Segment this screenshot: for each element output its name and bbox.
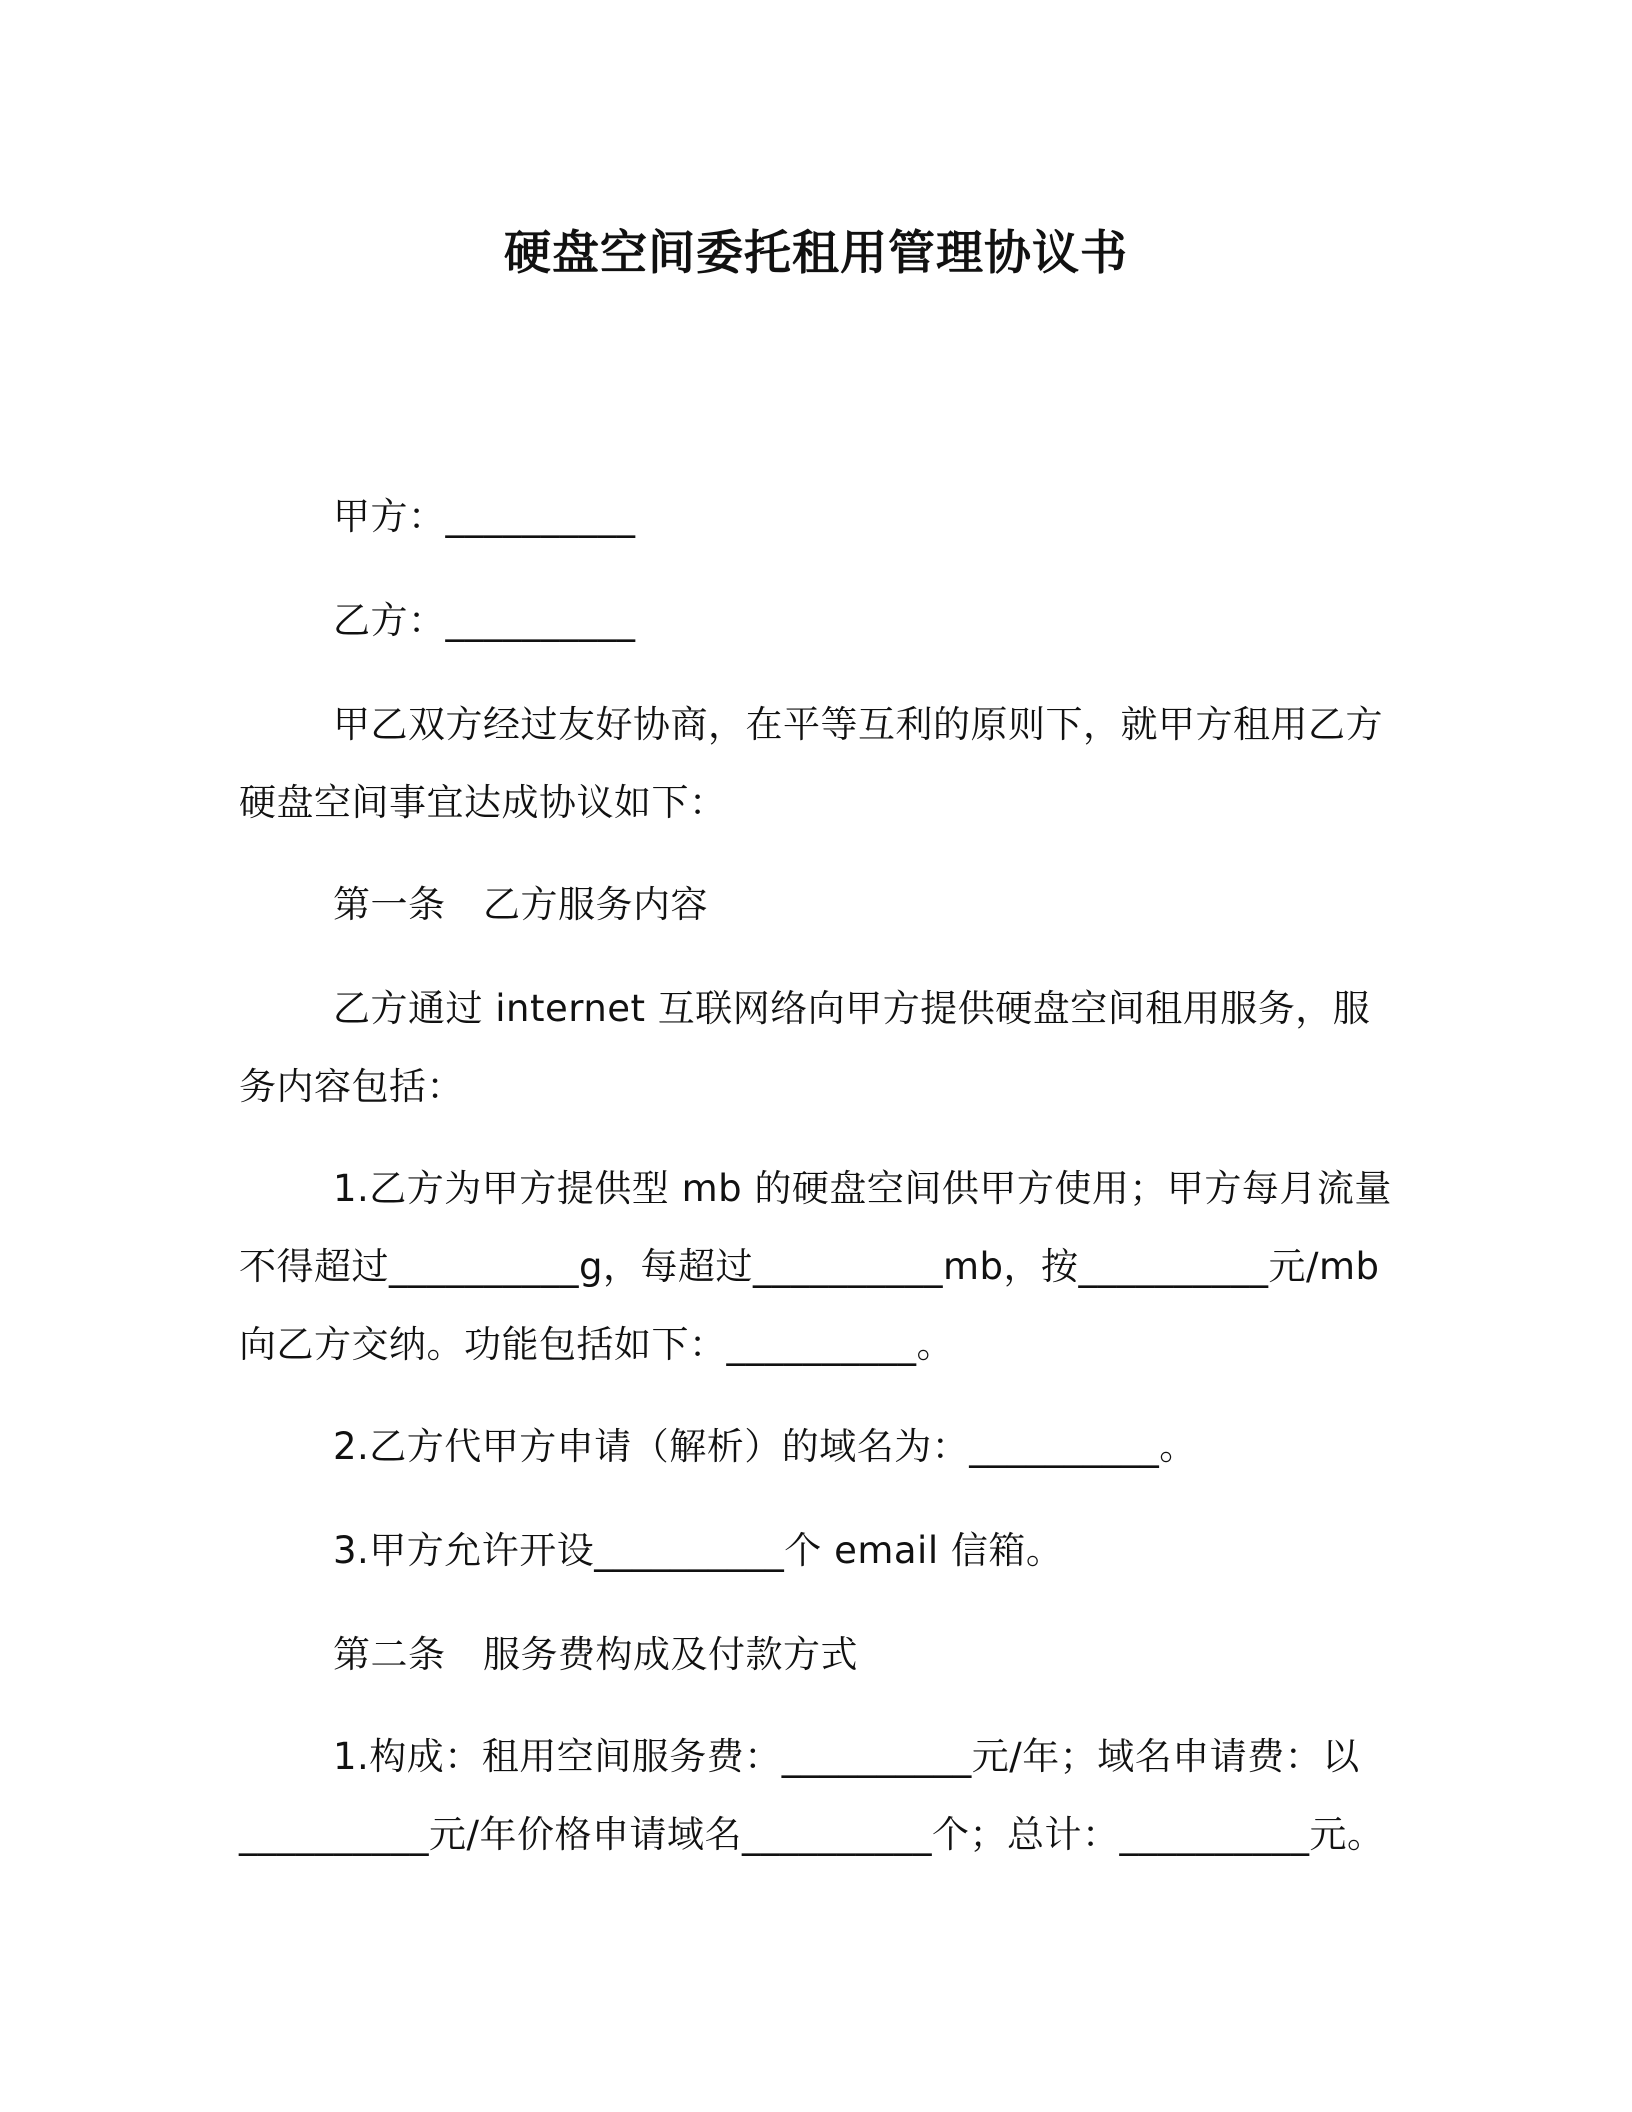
article-1-item-1-line-2: 不得超过__________g，每超过__________mb，按__________元/mb bbox=[239, 1245, 1380, 1288]
article-1-item-1-line-3: 向乙方交纳。功能包括如下：__________。 bbox=[239, 1323, 954, 1366]
party-b-line: 乙方：__________ bbox=[333, 599, 636, 642]
article-1-heading: 第一条 乙方服务内容 bbox=[333, 883, 708, 926]
article-1-item-3: 3.甲方允许开设__________个 email 信箱。 bbox=[333, 1529, 1064, 1572]
document-title: 硬盘空间委托租用管理协议书 bbox=[504, 226, 1128, 281]
party-a-line: 甲方：__________ bbox=[333, 495, 636, 538]
article-1-item-2: 2.乙方代甲方申请（解析）的域名为：__________。 bbox=[333, 1425, 1197, 1468]
article-2-heading: 第二条 服务费构成及付款方式 bbox=[333, 1633, 858, 1676]
article-1-intro-line-2: 务内容包括： bbox=[239, 1065, 464, 1108]
article-1-item-1-line-1: 1.乙方为甲方提供型 mb 的硬盘空间供甲方使用；甲方每月流量 bbox=[333, 1167, 1392, 1210]
article-2-item-1-line-1: 1.构成：租用空间服务费：__________元/年；域名申请费：以 bbox=[333, 1735, 1360, 1778]
article-1-intro-line-1: 乙方通过 internet 互联网络向甲方提供硬盘空间租用服务，服 bbox=[333, 987, 1371, 1030]
article-2-item-1-line-2: __________元/年价格申请域名__________个；总计：__________元。 bbox=[239, 1813, 1385, 1856]
preamble-line-2: 硬盘空间事宜达成协议如下： bbox=[239, 781, 727, 824]
preamble-line-1: 甲乙双方经过友好协商，在平等互利的原则下，就甲方租用乙方 bbox=[333, 703, 1383, 746]
